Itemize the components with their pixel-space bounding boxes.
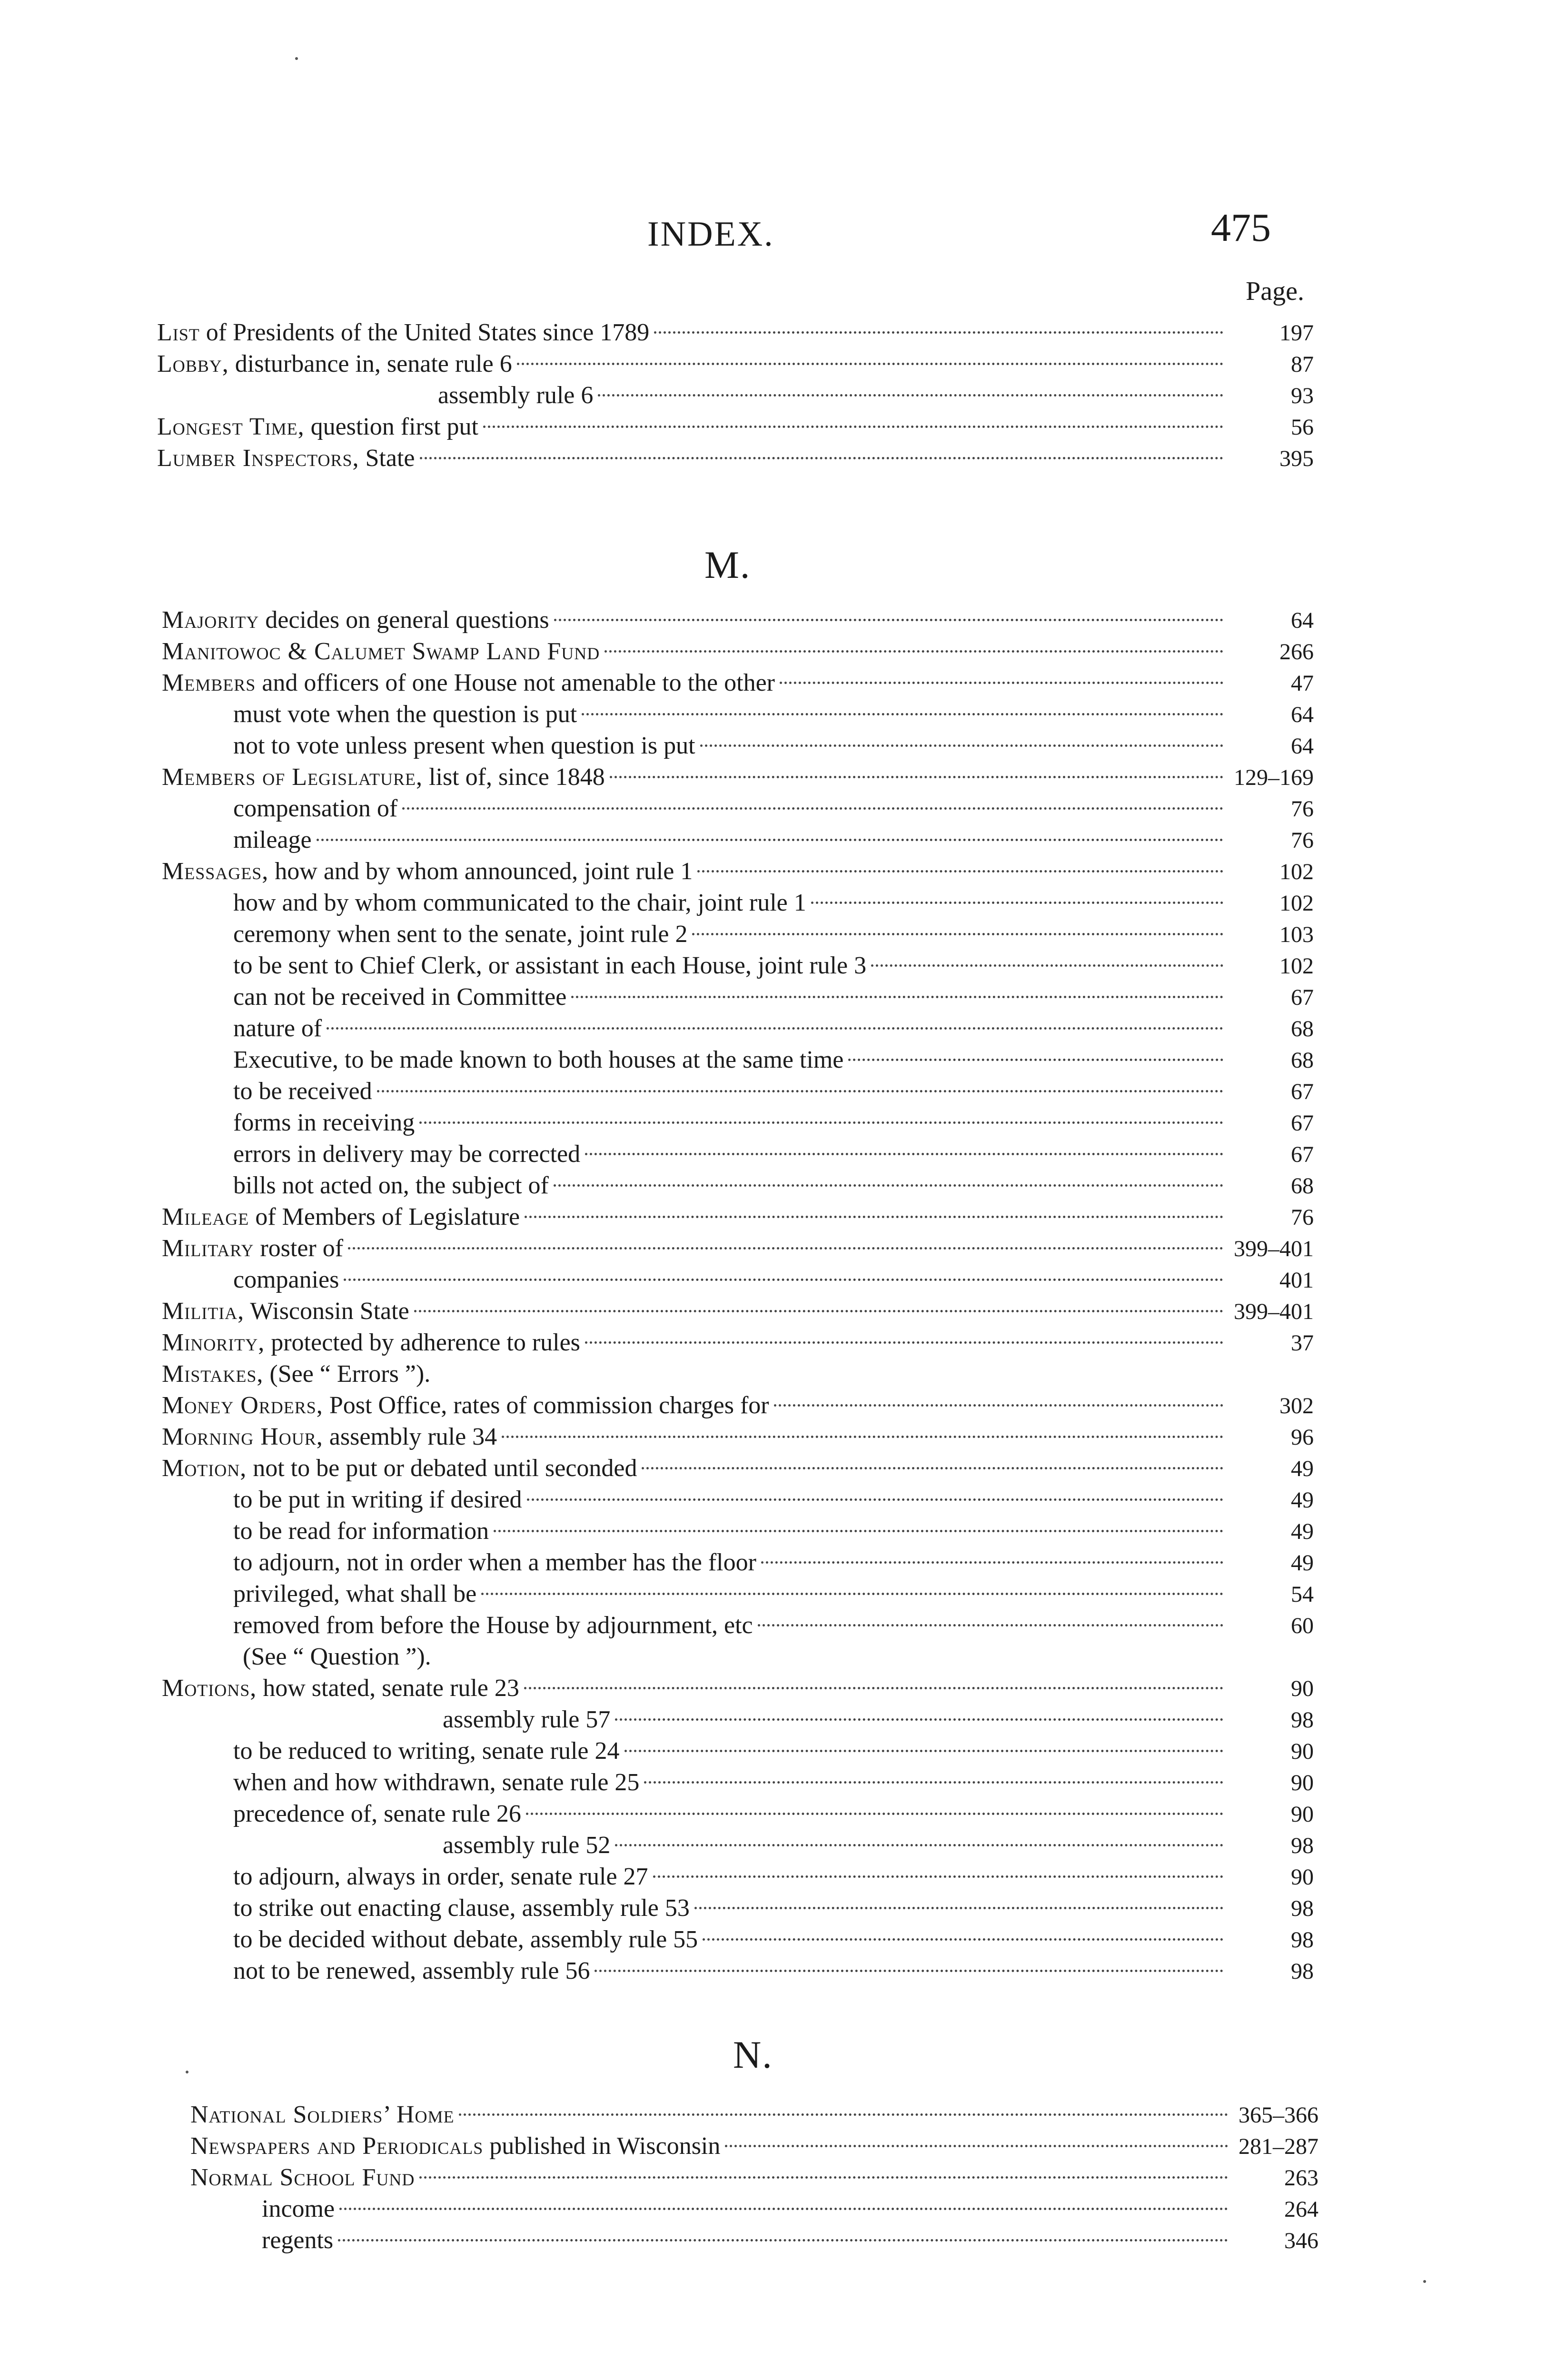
entry-text — [233, 982, 566, 1013]
entry-keyword: Morning Hour, — [162, 1423, 323, 1450]
index-entry — [162, 636, 1314, 667]
entry-text — [233, 1767, 639, 1798]
index-entry — [157, 317, 1314, 348]
entry-page-ref: 68 — [1291, 1016, 1314, 1041]
entry-description: assembly rule 57 — [443, 1706, 611, 1733]
entry-keyword: Militia, — [162, 1298, 245, 1325]
entry-description: how stated, senate rule 23 — [257, 1675, 519, 1702]
index-entry — [162, 1107, 1314, 1139]
index-entry — [162, 1013, 1314, 1044]
entry-keyword: Motion, — [162, 1455, 247, 1482]
entry-text — [233, 1170, 549, 1201]
entry-page-ref: 60 — [1291, 1613, 1314, 1638]
dot-leader — [524, 1687, 1223, 1689]
index-entry — [190, 2193, 1318, 2225]
entry-keyword: Military — [162, 1235, 254, 1262]
index-entry — [190, 2099, 1318, 2131]
dot-leader — [598, 394, 1223, 397]
entry-text — [233, 1578, 476, 1610]
entry-keyword: Minority, — [162, 1329, 265, 1356]
index-entry — [162, 824, 1314, 856]
entry-description: to adjourn, not in order when a member has the floor — [233, 1549, 756, 1576]
entry-text — [233, 1798, 521, 1830]
dot-leader — [725, 2145, 1228, 2147]
entry-description: forms in receiving — [233, 1109, 415, 1136]
index-entry — [162, 793, 1314, 824]
entry-page-ref: 197 — [1279, 320, 1314, 346]
entry-description: companies — [233, 1266, 339, 1293]
entry-text — [190, 2162, 415, 2193]
index-entry — [162, 1327, 1314, 1359]
index-entry — [162, 1044, 1314, 1076]
entry-page-ref: 103 — [1279, 922, 1314, 947]
entry-text — [190, 2131, 720, 2162]
index-entry — [162, 1453, 1314, 1484]
dot-leader — [700, 744, 1223, 747]
entry-description: not to be put or debated until seconded — [247, 1455, 637, 1482]
entry-page-ref: 49 — [1291, 1456, 1314, 1481]
entry-description: can not be received in Committee — [233, 983, 567, 1011]
dot-leader — [774, 1404, 1223, 1407]
entry-text — [233, 1861, 648, 1893]
index-entry — [162, 1484, 1314, 1516]
entry-page-ref: 263 — [1284, 2165, 1318, 2191]
entry-text — [157, 317, 649, 348]
dot-leader — [419, 2176, 1228, 2179]
dot-leader — [653, 1875, 1223, 1878]
entry-description: mileage — [233, 826, 312, 853]
entry-description: not to be renewed, assembly rule 56 — [233, 1957, 590, 1984]
index-entry — [162, 1893, 1314, 1924]
entry-keyword: Members of Legislature, — [162, 764, 423, 791]
entry-description: regents — [262, 2227, 334, 2254]
dot-leader — [615, 1844, 1223, 1846]
section-m — [162, 605, 1314, 1987]
entry-text — [233, 1610, 753, 1641]
entry-description: question first put — [304, 413, 478, 440]
dot-leader — [483, 426, 1223, 428]
entry-keyword: List — [157, 319, 200, 346]
entry-description: must vote when the question is put — [233, 701, 577, 728]
entry-description: and officers of one House not amenable to the other — [256, 669, 775, 696]
entry-text — [162, 856, 693, 887]
dot-leader — [585, 1341, 1223, 1344]
index-entry — [162, 762, 1314, 793]
entry-keyword: Messages, — [162, 858, 269, 885]
dot-leader — [554, 619, 1223, 621]
entry-text — [162, 667, 775, 699]
entry-description: to be decided without debate, assembly rule 55 — [233, 1926, 698, 1953]
index-entry — [162, 950, 1314, 982]
index-entry — [162, 1767, 1314, 1798]
index-entry — [157, 411, 1314, 443]
entry-text — [162, 1453, 637, 1484]
entry-description: ceremony when sent to the senate, joint rule 2 — [233, 921, 688, 948]
dot-leader — [697, 870, 1223, 873]
dot-leader — [871, 964, 1223, 967]
dot-leader — [758, 1624, 1223, 1626]
entry-description: nature of — [233, 1015, 322, 1042]
entry-page-ref: 37 — [1291, 1330, 1314, 1356]
entry-keyword: Mileage — [162, 1203, 249, 1230]
entry-text — [233, 887, 806, 919]
entry-description: removed from before the House by adjournment, etc — [233, 1612, 753, 1639]
dot-leader — [605, 650, 1223, 653]
entry-page-ref: 401 — [1279, 1268, 1314, 1293]
entry-description: list of, since 1848 — [423, 764, 605, 791]
entry-page-ref: 76 — [1291, 796, 1314, 822]
entry-page-ref: 68 — [1291, 1048, 1314, 1073]
index-entry — [162, 605, 1314, 636]
dot-leader — [419, 1121, 1223, 1124]
entry-text — [162, 762, 605, 793]
index-entry — [162, 1359, 1314, 1390]
entry-text — [162, 1421, 497, 1453]
entry-description: privileged, what shall be — [233, 1580, 477, 1607]
index-entry — [162, 1673, 1314, 1704]
dot-leader — [642, 1467, 1223, 1469]
entry-text — [262, 2225, 333, 2256]
entry-page-ref: 98 — [1291, 1896, 1314, 1921]
entry-keyword: Members — [162, 669, 256, 696]
entry-page-ref: 54 — [1291, 1582, 1314, 1607]
dot-leader — [527, 1498, 1223, 1501]
entry-description: to be read for information — [233, 1517, 489, 1545]
entry-description: bills not acted on, the subject of — [233, 1172, 549, 1199]
entry-description: to be received — [233, 1078, 372, 1105]
dot-leader — [481, 1593, 1223, 1595]
entry-page-ref: 102 — [1279, 891, 1314, 916]
index-entry — [162, 919, 1314, 950]
dot-leader — [692, 933, 1223, 935]
entry-page-ref: 302 — [1279, 1393, 1314, 1418]
entry-page-ref: 68 — [1291, 1173, 1314, 1199]
entry-text — [233, 730, 695, 762]
index-entry — [162, 699, 1314, 730]
entry-description: roster of — [254, 1235, 344, 1262]
entry-description: when and how withdrawn, senate rule 25 — [233, 1769, 640, 1796]
index-entry — [162, 1924, 1314, 1955]
dot-leader — [420, 457, 1224, 459]
entry-text — [443, 1704, 610, 1735]
entry-page-ref: 49 — [1291, 1550, 1314, 1576]
entry-description: (See “ Errors ”). — [263, 1360, 431, 1388]
page-title: INDEX. — [647, 215, 774, 254]
entry-description: State — [359, 445, 415, 472]
dot-leader — [338, 2239, 1228, 2241]
entry-page-ref: 102 — [1279, 859, 1314, 884]
entry-description: decides on general questions — [259, 606, 549, 634]
entry-page-ref: 395 — [1279, 446, 1314, 471]
entry-text — [157, 348, 512, 380]
dot-leader — [517, 363, 1223, 365]
page-number: 475 — [1211, 206, 1271, 250]
entry-text — [233, 1264, 339, 1296]
entry-page-ref: 90 — [1291, 1802, 1314, 1827]
dot-leader — [694, 1907, 1223, 1909]
dot-leader — [595, 1970, 1223, 1972]
entry-page-ref: 365–366 — [1239, 2102, 1318, 2128]
dot-leader — [525, 1216, 1223, 1218]
index-entry — [162, 1735, 1314, 1767]
entry-text — [233, 699, 577, 730]
entry-text — [162, 1359, 430, 1390]
entry-text — [162, 1390, 769, 1421]
entry-description: disturbance in, senate rule 6 — [228, 350, 512, 377]
entry-description: compensation of — [233, 795, 398, 822]
section-l — [157, 317, 1314, 474]
entry-keyword: National Soldiers’ Home — [190, 2101, 455, 2128]
entry-keyword: Longest Time, — [157, 413, 305, 440]
entry-description: to strike out enacting clause, assembly rule 53 — [233, 1894, 690, 1922]
entry-keyword: Lumber Inspectors, — [157, 445, 359, 472]
page-column-label: Page. — [1246, 277, 1304, 306]
entry-keyword: Motions, — [162, 1675, 257, 1702]
index-entry — [162, 1955, 1314, 1987]
entry-page-ref: 399–401 — [1234, 1299, 1314, 1324]
entry-page-ref: 47 — [1291, 671, 1314, 696]
entry-page-ref: 49 — [1291, 1519, 1314, 1544]
section-letter-m: M. — [704, 543, 751, 586]
dot-leader — [761, 1561, 1223, 1564]
entry-page-ref: 76 — [1291, 828, 1314, 853]
entry-description: not to vote unless present when question is put — [233, 732, 695, 759]
entry-page-ref: 281–287 — [1239, 2134, 1318, 2159]
entry-text — [162, 1296, 409, 1327]
index-entry — [190, 2162, 1318, 2193]
entry-text — [162, 605, 549, 636]
entry-text — [233, 1139, 580, 1170]
entry-text — [233, 1044, 843, 1076]
dot-leader — [848, 1059, 1223, 1061]
dot-leader — [624, 1750, 1223, 1752]
index-entry — [162, 1610, 1314, 1641]
index-entry — [162, 1139, 1314, 1170]
running-head — [619, 205, 1285, 262]
entry-text — [233, 1013, 322, 1044]
entry-text — [233, 1893, 690, 1924]
entry-page-ref: 64 — [1291, 608, 1314, 633]
entry-text — [233, 793, 397, 824]
entry-page-ref: 67 — [1291, 1111, 1314, 1136]
dot-leader — [571, 996, 1223, 998]
index-entry — [162, 1233, 1314, 1264]
entry-text — [233, 950, 866, 982]
entry-page-ref: 76 — [1291, 1205, 1314, 1230]
dot-leader — [554, 1184, 1223, 1187]
entry-description: to be sent to Chief Clerk, or assistant in each House, joint rule 3 — [233, 952, 867, 979]
index-entry — [162, 1170, 1314, 1201]
entry-page-ref: 98 — [1291, 1927, 1314, 1953]
entry-page-ref: 266 — [1279, 639, 1314, 664]
paper-speck — [186, 2071, 188, 2073]
entry-text — [443, 1830, 610, 1861]
dot-leader — [615, 1718, 1223, 1721]
entry-description: Post Office, rates of commission charges for — [323, 1392, 769, 1419]
entry-keyword: Mistakes, — [162, 1360, 264, 1388]
entry-text — [233, 824, 312, 856]
entry-description: precedence of, senate rule 26 — [233, 1800, 521, 1827]
entry-page-ref: 67 — [1291, 1142, 1314, 1167]
index-entry — [162, 1861, 1314, 1893]
entry-keyword: Normal School Fund — [190, 2164, 415, 2191]
entry-page-ref: 98 — [1291, 1707, 1314, 1733]
entry-keyword: Newspapers and Periodicals — [190, 2132, 484, 2160]
dot-leader — [610, 776, 1223, 778]
index-entry — [157, 443, 1314, 474]
index-entry — [162, 887, 1314, 919]
dot-leader — [654, 331, 1223, 334]
entry-page-ref: 129–169 — [1234, 765, 1314, 790]
entry-text — [162, 1233, 343, 1264]
entry-description: Wisconsin State — [244, 1298, 409, 1325]
dot-leader — [811, 902, 1223, 904]
dot-leader — [339, 2208, 1228, 2210]
entry-page-ref: 56 — [1291, 415, 1314, 440]
entry-keyword: Manitowoc & Calumet Swamp Land Fund — [162, 638, 600, 665]
entry-text — [233, 1955, 590, 1987]
index-entry — [162, 730, 1314, 762]
entry-page-ref: 90 — [1291, 1739, 1314, 1764]
index-entry — [162, 856, 1314, 887]
entry-page-ref: 264 — [1284, 2197, 1318, 2222]
entry-text — [438, 380, 593, 411]
entry-text — [162, 1201, 520, 1233]
entry-text — [157, 411, 478, 443]
entry-page-ref: 90 — [1291, 1864, 1314, 1890]
entry-description: assembly rule 52 — [443, 1832, 611, 1859]
entry-page-ref: 64 — [1291, 734, 1314, 759]
dot-leader — [402, 807, 1223, 810]
dot-leader — [377, 1090, 1223, 1092]
entry-description: protected by adherence to rules — [265, 1329, 580, 1356]
dot-leader — [414, 1310, 1223, 1312]
entry-page-ref: 49 — [1291, 1488, 1314, 1513]
entry-description: how and by whom communicated to the chair, joint rule 1 — [233, 889, 806, 916]
entry-description: of Presidents of the United States since 1789 — [199, 319, 650, 346]
index-entry — [162, 1578, 1314, 1610]
index-entry — [162, 1390, 1314, 1421]
index-entry — [190, 2131, 1318, 2162]
entry-text — [233, 1547, 756, 1578]
dot-leader — [644, 1781, 1223, 1784]
dot-leader — [494, 1530, 1223, 1532]
entry-description: errors in delivery may be corrected — [233, 1140, 581, 1168]
entry-text — [190, 2099, 454, 2131]
entry-page-ref: 399–401 — [1234, 1236, 1314, 1261]
dot-leader — [780, 682, 1223, 684]
entry-description: assembly rule 34 — [323, 1423, 497, 1450]
entry-text — [233, 1924, 698, 1955]
entry-text — [233, 1076, 372, 1107]
index-entry — [162, 667, 1314, 699]
paper-speck — [1423, 2280, 1426, 2283]
entry-text — [243, 1641, 431, 1673]
index-entry — [162, 1516, 1314, 1547]
index-entry — [162, 1704, 1314, 1735]
entry-description: to be put in writing if desired — [233, 1486, 522, 1513]
entry-description: (See “ Question ”). — [243, 1643, 431, 1670]
entry-text — [162, 636, 600, 667]
dot-leader — [585, 1153, 1223, 1155]
dot-leader — [582, 713, 1223, 715]
index-entry — [162, 1201, 1314, 1233]
entry-page-ref: 67 — [1291, 1079, 1314, 1104]
entry-keyword: Lobby, — [157, 350, 229, 377]
entry-description: Executive, to be made known to both houses at the same time — [233, 1046, 844, 1073]
dot-leader — [502, 1436, 1223, 1438]
entry-page-ref: 67 — [1291, 985, 1314, 1010]
entry-page-ref: 98 — [1291, 1959, 1314, 1984]
index-entry — [190, 2225, 1318, 2256]
index-entry — [162, 1296, 1314, 1327]
entry-description: assembly rule 6 — [438, 382, 594, 409]
entry-text — [233, 919, 687, 950]
entry-text — [233, 1107, 415, 1139]
index-entry — [162, 1076, 1314, 1107]
entry-text — [162, 1673, 519, 1704]
section-letter-n: N. — [733, 2033, 773, 2076]
index-entry — [157, 348, 1314, 380]
paper-speck — [295, 57, 298, 60]
section-n — [190, 2099, 1318, 2256]
entry-page-ref: 98 — [1291, 1833, 1314, 1858]
entry-description: published in Wisconsin — [483, 2132, 721, 2160]
index-entry — [157, 380, 1314, 411]
dot-leader — [459, 2113, 1228, 2116]
index-entry — [162, 1547, 1314, 1578]
dot-leader — [703, 1938, 1223, 1941]
entry-page-ref: 93 — [1291, 383, 1314, 408]
entry-text — [233, 1516, 489, 1547]
entry-page-ref: 64 — [1291, 702, 1314, 727]
entry-text — [233, 1735, 620, 1767]
entry-keyword: Majority — [162, 606, 259, 634]
entry-text — [262, 2193, 335, 2225]
entry-keyword: Money Orders, — [162, 1392, 323, 1419]
entry-page-ref: 102 — [1279, 953, 1314, 979]
dot-leader — [526, 1813, 1223, 1815]
entry-page-ref: 96 — [1291, 1425, 1314, 1450]
dot-leader — [348, 1247, 1223, 1250]
entry-text — [157, 443, 415, 474]
entry-text — [162, 1327, 580, 1359]
dot-leader — [327, 1027, 1223, 1030]
entry-text — [233, 1484, 522, 1516]
dot-leader — [344, 1279, 1223, 1281]
index-entry — [162, 1830, 1314, 1861]
entry-page-ref: 90 — [1291, 1676, 1314, 1701]
index-entry — [162, 1421, 1314, 1453]
entry-description: how and by whom announced, joint rule 1 — [268, 858, 693, 885]
entry-page-ref: 90 — [1291, 1770, 1314, 1795]
entry-page-ref: 346 — [1284, 2228, 1318, 2253]
index-entry — [162, 1264, 1314, 1296]
index-entry — [162, 1798, 1314, 1830]
entry-description: to be reduced to writing, senate rule 24 — [233, 1737, 620, 1765]
index-entry — [162, 982, 1314, 1013]
entry-description: of Members of Legislature — [249, 1203, 520, 1230]
entry-description: to adjourn, always in order, senate rule 27 — [233, 1863, 648, 1890]
index-entry — [162, 1641, 1314, 1673]
entry-page-ref: 87 — [1291, 352, 1314, 377]
dot-leader — [317, 839, 1223, 841]
entry-description: income — [262, 2195, 335, 2222]
